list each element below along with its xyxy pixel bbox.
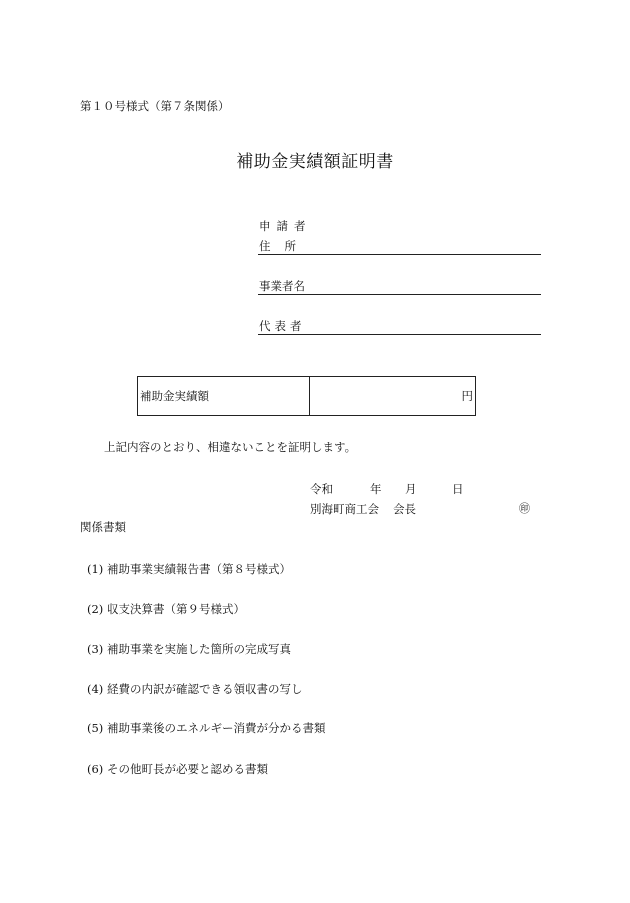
related-document-item: (2) 収支決算書（第９号様式） (87, 602, 245, 616)
form-number: 第１０号様式（第７条関係） (80, 99, 230, 113)
amount-table (137, 376, 476, 416)
document-title: 補助金実績額証明書 (236, 152, 394, 172)
day-label: 日 (452, 482, 464, 496)
related-document-item: (3) 補助事業を実施した箇所の完成写真 (87, 642, 291, 656)
representative-label: 代表者 (259, 319, 306, 333)
issuer-title: 会長 (393, 502, 416, 516)
related-documents-heading: 関係書類 (80, 520, 126, 534)
representative-field-line[interactable] (258, 334, 541, 335)
related-document-item: (4) 経費の内訳が確認できる領収書の写し (87, 682, 303, 696)
business-name-label: 事業者名 (259, 279, 305, 293)
month-label: 月 (405, 482, 417, 496)
era-label: 令和 (310, 482, 333, 496)
amount-value-cell[interactable] (310, 377, 475, 415)
applicant-heading: 申請者 (259, 219, 312, 233)
issuer-name: 別海町商工会 (310, 502, 379, 516)
year-label: 年 (370, 482, 382, 496)
amount-label-cell: 補助金実績額 (138, 377, 310, 415)
certification-text: 上記内容のとおり、相違ないことを証明します。 (104, 440, 357, 454)
yen-unit: 円 (461, 389, 473, 403)
seal-mark: ㊞ (519, 502, 530, 515)
related-document-item: (5) 補助事業後のエネルギー消費が分かる書類 (87, 721, 326, 735)
related-document-item: (6) その他町長が必要と認める書類 (87, 762, 268, 776)
address-label: 住所 (259, 239, 310, 253)
related-document-item: (1) 補助事業実績報告書（第８号様式） (87, 562, 291, 576)
address-field-line[interactable] (258, 254, 541, 255)
business-name-field-line[interactable] (258, 294, 541, 295)
